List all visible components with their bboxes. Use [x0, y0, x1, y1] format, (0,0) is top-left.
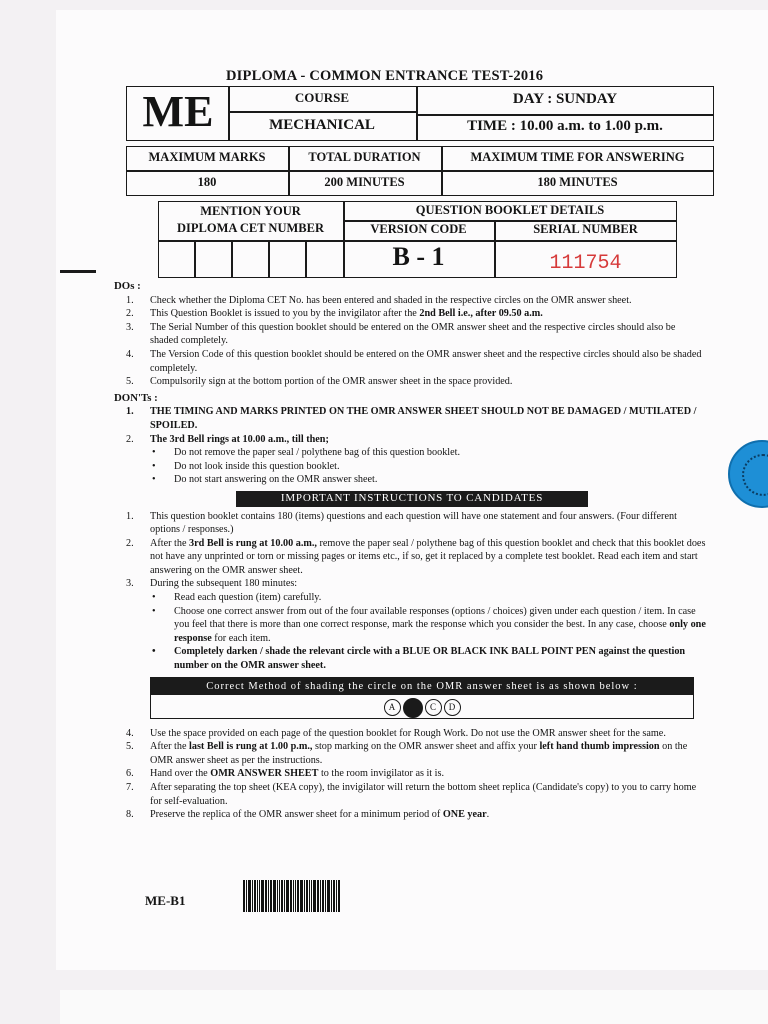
shading-caption: Correct Method of shading the circle on the OMR answer sheet is as shown below :: [151, 678, 693, 695]
margin-mark: [60, 270, 96, 273]
dos-item: 2. This Question Booklet is issued to you by the invigilator after the 2nd Bell i.e., after 09.50 a.m.: [126, 308, 543, 320]
option-circle-d: D: [444, 699, 461, 716]
answering-time-value: 180 MINUTES: [537, 175, 618, 189]
instruction-item: 1. This question booklet contains 180 (items) questions and each question will have one statement and four answers. (Four different options / responses.): [126, 510, 677, 536]
instruction-item: 3. During the subsequent 180 minutes:: [126, 578, 298, 590]
donts-bullet: • Do not look inside this question booklet.: [122, 460, 706, 474]
course-value: MECHANICAL: [269, 117, 375, 133]
version-code-value: B - 1: [392, 242, 445, 271]
dos-heading: DOs :: [114, 280, 141, 292]
exam-title: DIPLOMA - COMMON ENTRANCE TEST-2016: [226, 68, 544, 84]
max-marks-label: MAXIMUM MARKS: [148, 150, 266, 164]
subject-code: ME: [142, 87, 214, 136]
dos-item: 5. Compulsorily sign at the bottom portion of the OMR answer sheet in the space provided.: [126, 376, 513, 388]
dos-item: 4. The Version Code of this question booklet should be entered on the OMR answer sheet and the respective circles should also be shaded completely.: [126, 348, 702, 374]
instruction-bullet: • Completely darken / shade the relevant circle with a BLUE OR BLACK INK BALL POINT PEN against the question number on the OMR answer sheet.: [122, 645, 706, 672]
instruction-item: 8. Preserve the replica of the OMR answer sheet for a minimum period of ONE year.: [126, 809, 490, 821]
duration-value: 200 MINUTES: [324, 175, 405, 189]
booklet-code: ME-B1: [145, 893, 186, 908]
donts-item: 2. The 3rd Bell rings at 10.00 a.m., till then;: [126, 433, 329, 445]
option-circle-a: A: [384, 699, 401, 716]
instruction-item: 6. Hand over the OMR ANSWER SHEET to the room invigilator as it is.: [126, 768, 445, 780]
serial-number-label: SERIAL NUMBER: [533, 222, 638, 236]
donts-heading: DON'Ts :: [114, 391, 158, 404]
scan-bottom-edge: [60, 990, 768, 1024]
instruction-item: 7. After separating the top sheet (KEA copy), the invigilator will return the bottom sheet replica (Candidate's copy) to you to carry home for self-evaluation.: [126, 782, 697, 807]
instructions-banner: IMPORTANT INSTRUCTIONS TO CANDIDATES: [236, 491, 588, 507]
serial-number-value: 111754: [549, 252, 622, 275]
course-label: COURSE: [294, 90, 350, 105]
instruction-item: 5. After the last Bell is rung at 1.00 p.m., stop marking on the OMR answer sheet and affix your left hand thumb impression on the OMR answer sheet as per the instructions.: [126, 741, 688, 766]
duration-label: TOTAL DURATION: [308, 150, 421, 164]
exam-time: TIME : 10.00 a.m. to 1.00 p.m.: [467, 118, 663, 134]
dos-item: 3. The Serial Number of this question booklet should be entered on the OMR answer sheet and the respective circles should also be shaded completely.: [126, 321, 676, 347]
answering-time-label: MAXIMUM TIME FOR ANSWERING: [470, 150, 685, 164]
option-circle-b-filled: [403, 698, 423, 718]
option-circle-c: C: [425, 699, 442, 716]
donts-bullet: • Do not start answering on the OMR answer sheet.: [122, 473, 706, 487]
dos-item: 1. Check whether the Diploma CET No. has been entered and shaded in the respective circles on the OMR answer sheet.: [126, 294, 632, 306]
booklet-details-label: QUESTION BOOKLET DETAILS: [415, 203, 605, 217]
max-marks-value: 180: [197, 175, 217, 189]
instruction-bullet: • Read each question (item) carefully.: [122, 591, 706, 605]
exam-day: DAY : SUNDAY: [512, 91, 618, 107]
donts-bullet: • Do not remove the paper seal / polythene bag of this question booklet.: [122, 446, 706, 460]
barcode-icon: [243, 880, 363, 912]
cet-number-label-2: DIPLOMA CET NUMBER: [176, 221, 324, 235]
shading-example: [150, 677, 694, 719]
instruction-item: 4. Use the space provided on each page of the question booklet for Rough Work. Do not use the OMR answer sheet for the same.: [126, 727, 666, 739]
instruction-item: 2. After the 3rd Bell is rung at 10.00 a.m., remove the paper seal / polythene bag of this question booklet and check that this booklet does not have any unprinted or torn or missing pages or items etc., if so, get it replaced by a complete test booklet. Read each item and start answering on the OMR answer sheet.: [126, 537, 706, 576]
instructions-body: [114, 280, 706, 822]
donts-item: 1. THE TIMING AND MARKS PRINTED ON THE OMR ANSWER SHEET SHOULD NOT BE DAMAGED / MUTILATED / SPOILED.: [126, 406, 697, 431]
cet-number-label: MENTION YOUR: [200, 204, 301, 218]
version-code-label: VERSION CODE: [370, 222, 467, 236]
instruction-bullet: • Choose one correct answer from out of the four available responses (options / choices) given under each question / item. In case you feel that there is more than one correct response, mark the response which you consider the best. In any case, choose only one response for each item.: [122, 605, 706, 646]
